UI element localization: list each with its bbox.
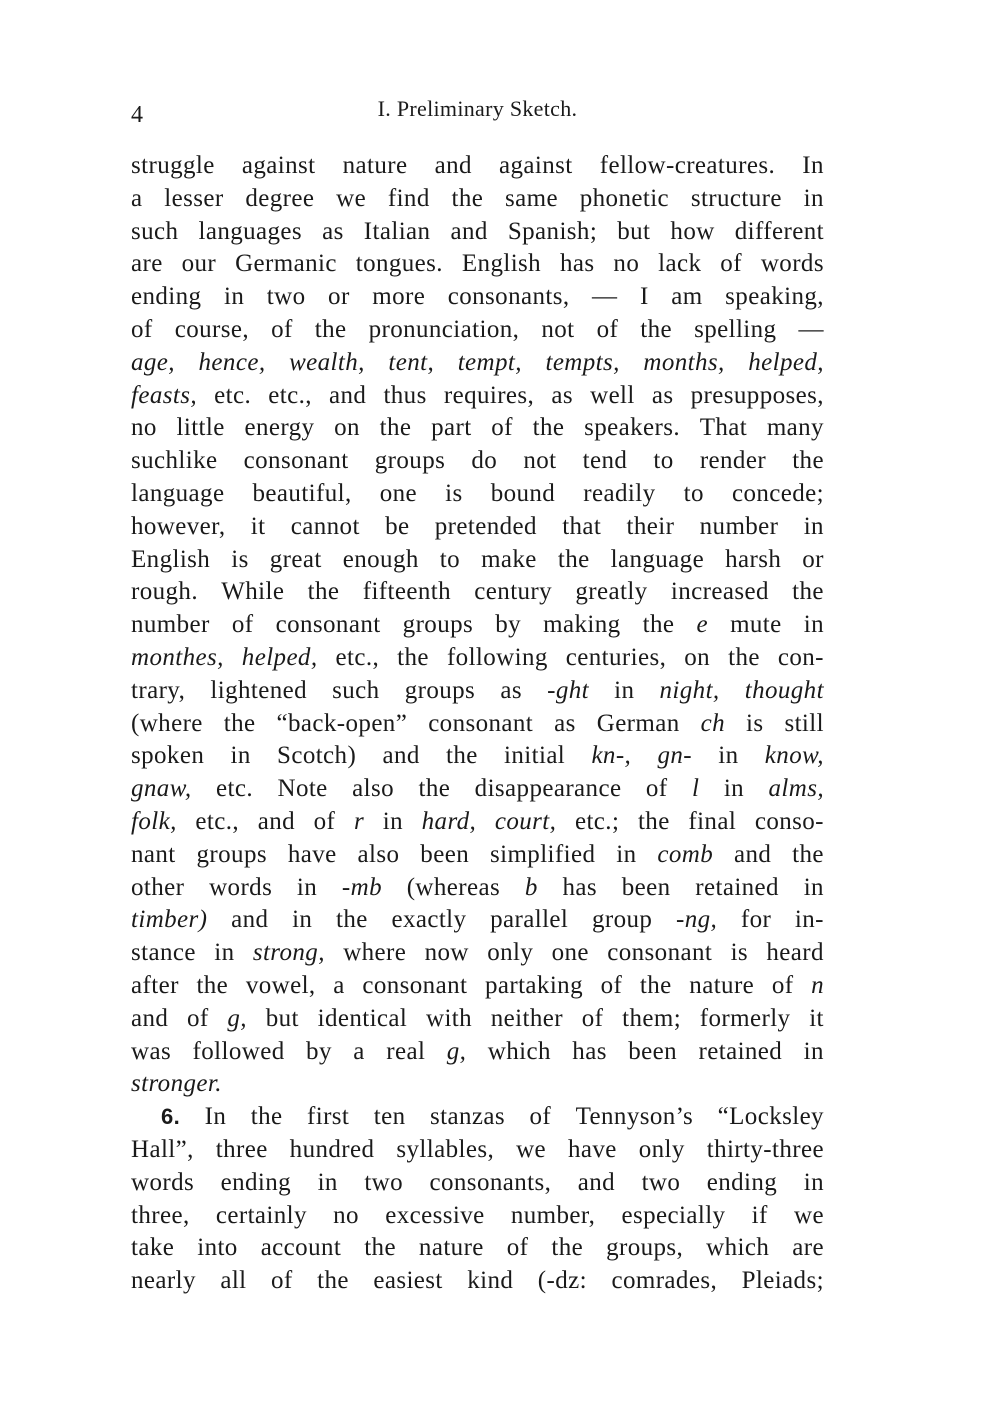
- text-line: English is great enough to make the language harsh or: [131, 545, 824, 573]
- running-title: I. Preliminary Sketch.: [377, 96, 578, 121]
- text-line: stronger.: [131, 1070, 222, 1098]
- text-line: struggle against nature and against fellow-creatures. In: [131, 152, 824, 179]
- text-line: other words in -mb (whereas b has been retained in: [131, 873, 824, 901]
- text-line: are our Germanic tongues. English has no lack of words: [131, 250, 824, 278]
- section-start-line: 6. In the first ten stanzas of Tennyson’s “Locksley: [131, 1101, 824, 1134]
- text-line: a lesser degree we find the same phonetic structure in: [131, 184, 824, 212]
- text-line: rough. While the fifteenth century greatly increased the: [131, 578, 824, 606]
- text-line: monthes, helped, etc., the following centuries, on the con-: [131, 643, 824, 671]
- text-line: spoken in Scotch) and the initial kn-, gn- in know,: [131, 742, 824, 770]
- text-line: timber) and in the exactly parallel group -ng, for in-: [131, 906, 824, 934]
- text-line: such languages as Italian and Spanish; but how different: [131, 217, 824, 245]
- text-line: ending in two or more consonants, — I am speaking,: [131, 283, 824, 311]
- text-line: take into account the nature of the groups, which are: [131, 1234, 824, 1262]
- text-line: age, hence, wealth, tent, tempt, tempts, months, helped,: [131, 348, 824, 376]
- text-line: feasts, etc. etc., and thus requires, as well as presupposes,: [131, 381, 824, 409]
- text-line: Hall”, three hundred syllables, we have only thirty-three: [131, 1135, 824, 1163]
- text-line: words ending in two consonants, and two ending in: [131, 1168, 824, 1196]
- text-line: number of consonant groups by making the e mute in: [131, 611, 824, 639]
- page-number: 4: [131, 102, 143, 128]
- text-line: and of g, but identical with neither of them; formerly it: [131, 1004, 824, 1032]
- text-line: three, certainly no excessive number, especially if we: [131, 1201, 824, 1229]
- text-line: after the vowel, a consonant partaking of the nature of n: [131, 971, 824, 999]
- text-line: language beautiful, one is bound readily to concede;: [131, 479, 824, 507]
- text-line: of course, of the pronunciation, not of the spelling —: [131, 315, 824, 343]
- running-head: [131, 96, 824, 132]
- text-line: gnaw, etc. Note also the disappearance of l in alms,: [131, 775, 824, 803]
- text-line: suchlike consonant groups do not tend to render the: [131, 447, 824, 475]
- text-line: (where the “back-open” consonant as German ch is still: [131, 709, 824, 737]
- text-line: folk, etc., and of r in hard, court, etc.; the final conso-: [131, 807, 824, 835]
- text-line: was followed by a real g, which has been retained in: [131, 1037, 824, 1065]
- text-line: trary, lightened such groups as -ght in night, thought: [131, 676, 824, 704]
- text-line: no little energy on the part of the speakers. That many: [131, 414, 824, 442]
- text-line: nant groups have also been simplified in comb and the: [131, 840, 824, 868]
- text-line: however, it cannot be pretended that their number in: [131, 512, 824, 540]
- text-line: nearly all of the easiest kind (-dz: comrades, Pleiads;: [131, 1267, 824, 1295]
- text-line: stance in strong, where now only one consonant is heard: [131, 939, 824, 967]
- body-text: [131, 150, 824, 1298]
- section-number: 6.: [161, 1104, 181, 1130]
